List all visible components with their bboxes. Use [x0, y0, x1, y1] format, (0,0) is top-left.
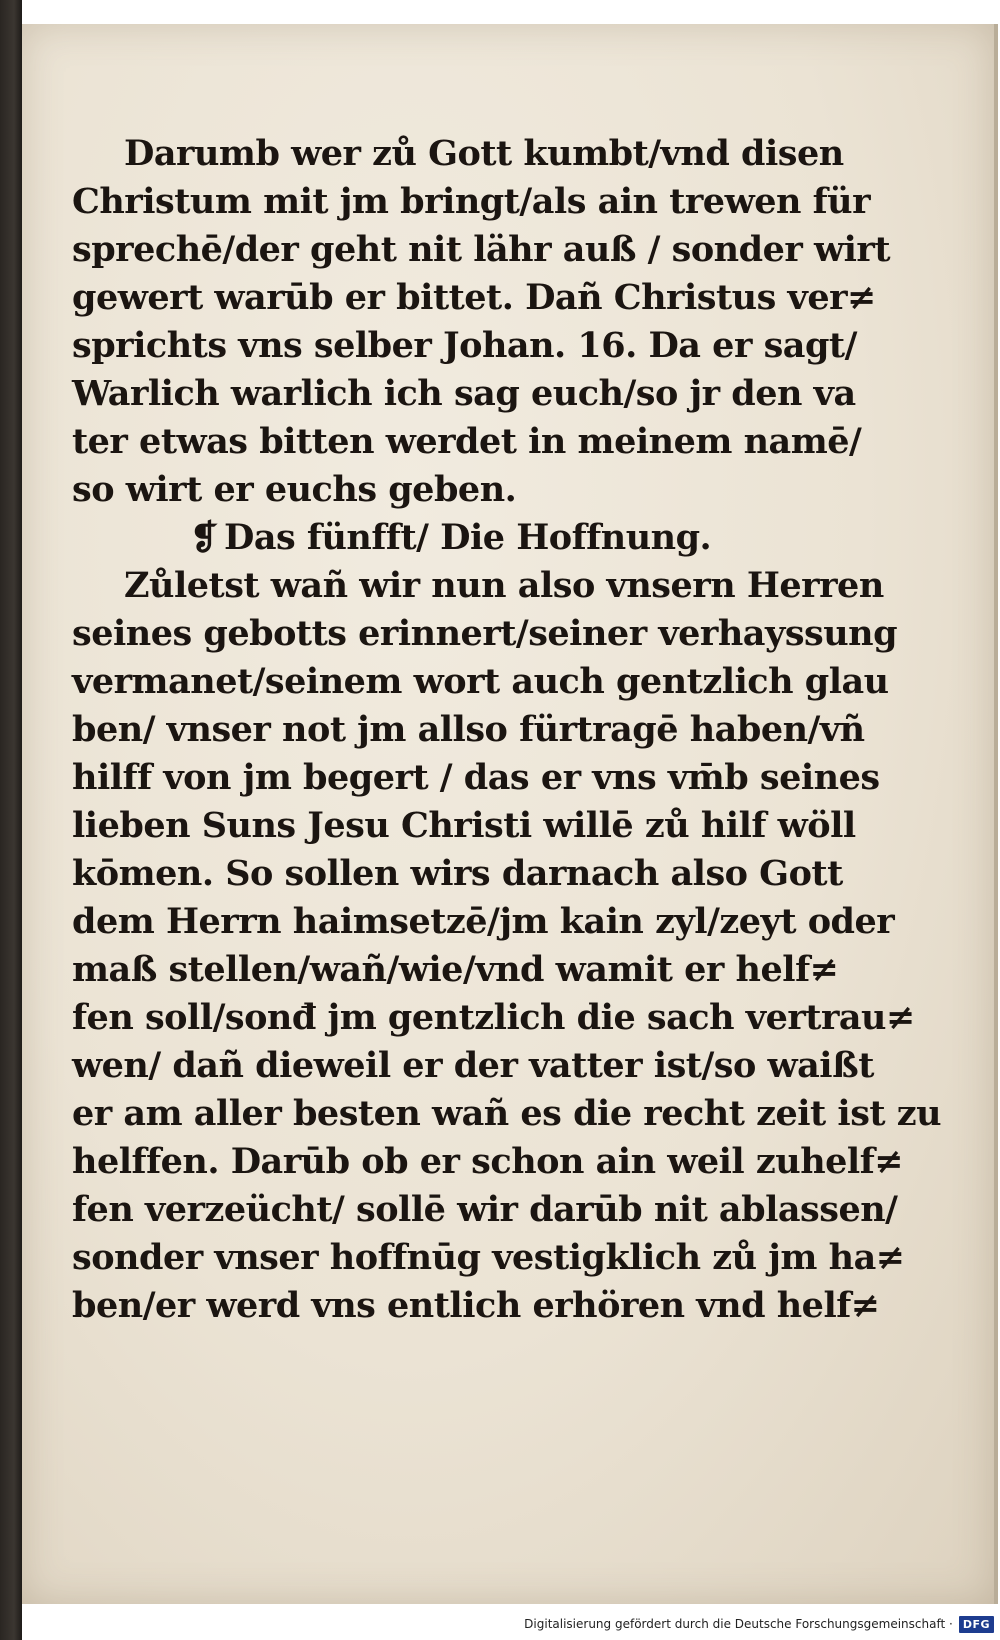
text-line: fen soll/sonđ jm gentzlich die sach vertrau≠: [72, 997, 915, 1038]
text-line: ben/ vnser not jm allso fürtragē haben/vñ: [72, 709, 865, 750]
scan-margin-top: [22, 0, 1000, 24]
digitization-footer: [524, 1612, 994, 1636]
text-line: wen/ dañ dieweil er der vatter ist/so waißt: [72, 1045, 874, 1086]
text-line: Darumb wer zů Gott kumbt/vnd disen: [124, 133, 844, 174]
footer-credit: Digitalisierung gefördert durch die Deutsche Forschungsgemeinschaft ·: [524, 1617, 953, 1631]
page-text: [72, 130, 942, 1330]
text-line: vermanet/seinem wort auch gentzlich glau: [72, 661, 889, 702]
text-line: sonder vnser hoffnūg vestigklich zů jm ha≠: [72, 1237, 905, 1278]
section-heading: [72, 514, 852, 562]
text-line: Christum mit jm bringt/als ain trewen für: [72, 181, 871, 222]
text-line: gewert warūb er bittet. Dañ Christus ver≠: [72, 277, 876, 318]
dfg-logo: DFG: [959, 1616, 994, 1633]
text-line: so wirt er euchs geben.: [72, 469, 517, 510]
text-line: sprichts vns selber Johan. 16. Da er sagt/: [72, 325, 857, 366]
section-heading-text: Das fünfft/ Die Hoffnung.: [224, 517, 712, 558]
text-line: seines gebotts erinnert/seiner verhayssung: [72, 613, 898, 654]
text-line: kōmen. So sollen wirs darnach also Gott: [72, 853, 843, 894]
pilcrow-icon: ❡: [190, 518, 218, 558]
text-line: dem Herrn haimsetzē/jm kain zyl/zeyt oder: [72, 901, 895, 942]
text-line: fen verzeücht/ sollē wir darūb nit ablassen/: [72, 1189, 898, 1230]
text-line: Warlich warlich ich sag euch/so jr den va: [72, 373, 856, 414]
text-line: er am aller besten wañ es die recht zeit ist zu: [72, 1093, 942, 1134]
text-line: Zůletst wañ wir nun also vnsern Herren: [124, 565, 884, 606]
text-line: hilff von jm begert / das er vns vm̄b seines: [72, 757, 880, 798]
text-line: helffen. Darūb ob er schon ain weil zuhelf≠: [72, 1141, 904, 1182]
text-line: ter etwas bitten werdet in meinem namē/: [72, 421, 862, 462]
text-line: ben/er werd vns entlich erhören vnd helf≠: [72, 1285, 880, 1326]
text-line: lieben Suns Jesu Christi willē zů hilf wöll: [72, 805, 856, 846]
text-line: sprechē/der geht nit lähr auß / sonder wirt: [72, 229, 891, 270]
text-line: maß stellen/wañ/wie/vnd wamit er helf≠: [72, 949, 839, 990]
